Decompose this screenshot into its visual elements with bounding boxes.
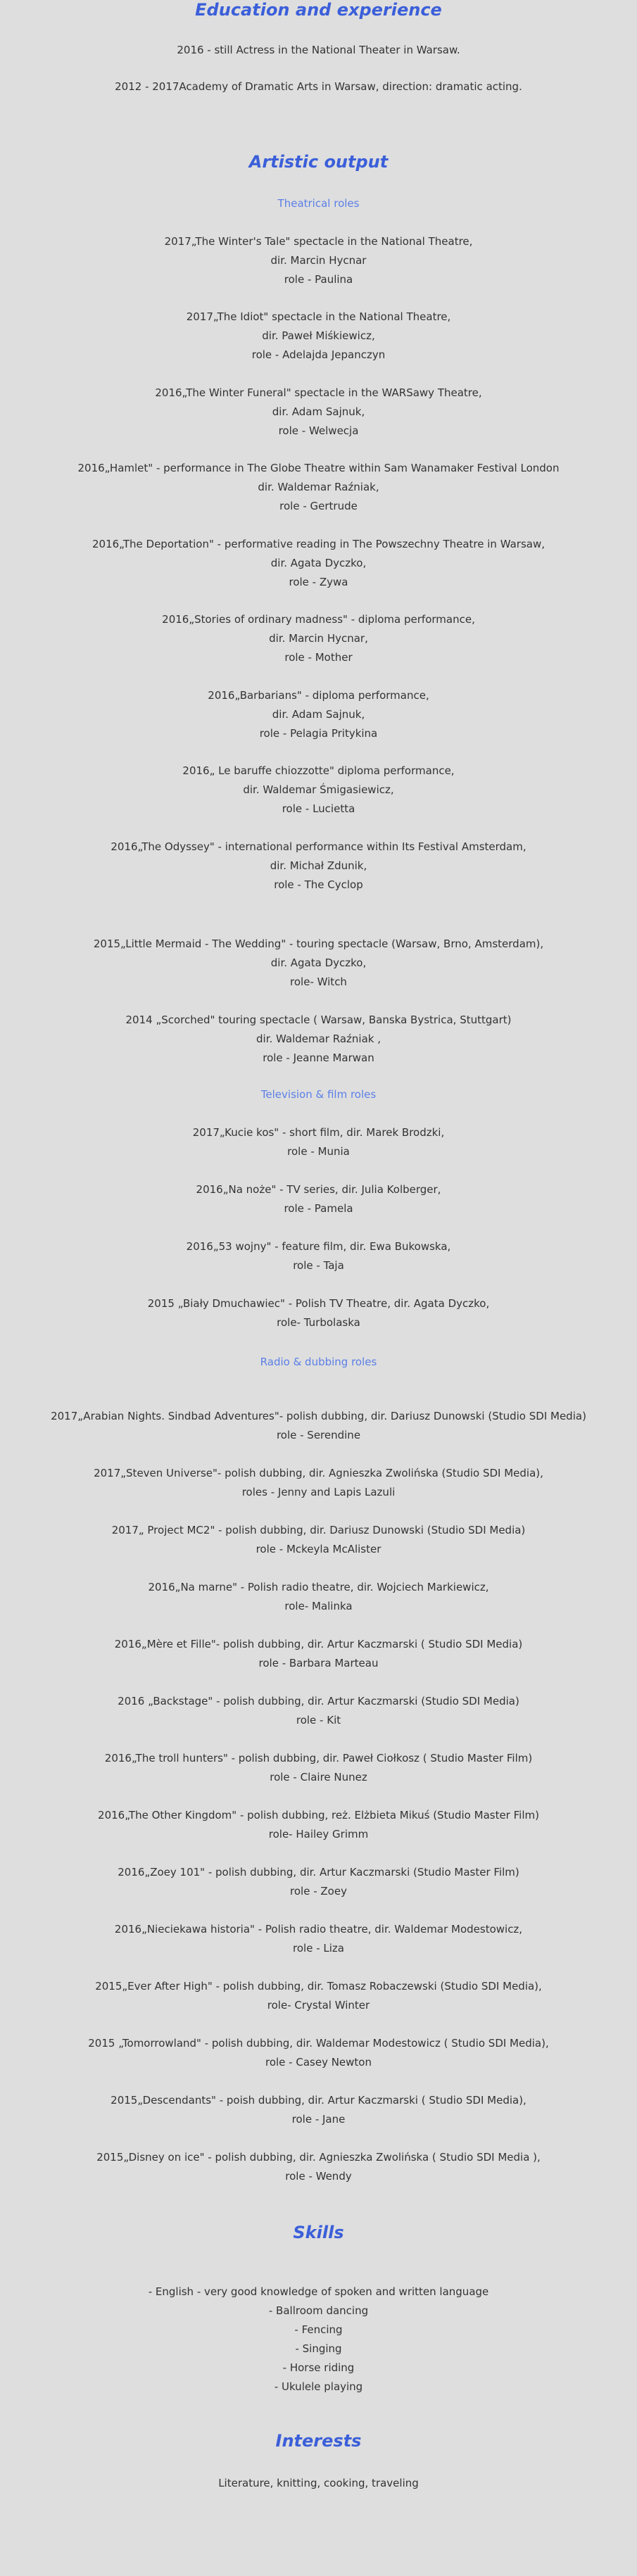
theatrical-entry-line: 2016„Hamlet" - performance in The Globe Theatre within Sam Wanamaker Festival London [77, 462, 560, 474]
theatrical-entry [0, 838, 637, 895]
radio-entry-line: 2017„Steven Universe"- polish dubbing, dir. Agnieszka Zwolińska (Studio SDI Media), [94, 1467, 543, 1479]
radio-entry [0, 1521, 637, 1559]
radio-entry-line: 2016„Mère et Fille"- polish dubbing, dir. Artur Kaczmarski ( Studio SDI Media) [114, 1638, 523, 1650]
radio-entry-line: role - Liza [293, 1942, 344, 1955]
tv-entry [0, 1294, 637, 1332]
theatrical-entry-line: 2016„The Winter Funeral" spectacle in the WARSawy Theatre, [155, 386, 482, 399]
theatrical-entry-line: role - Jeanne Marwan [263, 1052, 374, 1064]
radio-entry-line: 2016„The Other Kingdom" - polish dubbing, reż. Elżbieta Mikuś (Studio Master Film) [98, 1809, 539, 1821]
theatrical-entry-line: 2015„Little Mermaid - The Wedding" - touring spectacle (Warsaw, Brno, Amsterdam), [93, 937, 544, 950]
tv-entry [0, 1180, 637, 1218]
theatrical-entry-line: 2017„The Winter's Tale" spectacle in the National Theatre, [164, 235, 473, 248]
radio-dubbing-roles-label: Radio & dubbing roles [260, 1356, 377, 1368]
theatrical-entry-line: role - The Cyclop [274, 878, 363, 891]
theatrical-entry-line: dir. Agata Dyczko, [270, 956, 367, 969]
theatrical-entry-line: dir. Waldemar Raźniak , [256, 1033, 381, 1045]
theatrical-entry-line: dir. Waldemar Raźniak, [258, 481, 379, 493]
radio-entry-line: 2017„ Project MC2" - polish dubbing, dir. Dariusz Dunowski (Studio SDI Media) [111, 1524, 526, 1536]
theatrical-entry [0, 610, 637, 667]
theatrical-entry [0, 232, 637, 289]
theatrical-entry-line: role - Welwecja [278, 424, 359, 437]
skill-item: - English - very good knowledge of spoken and written language [148, 2285, 489, 2298]
theatrical-entry-line: dir. Adam Sajnuk, [272, 405, 365, 418]
radio-entry-line: 2016„Nieciekawa historia" - Polish radio theatre, dir. Waldemar Modestowicz, [114, 1923, 523, 1936]
radio-entry-line: 2015 „Tomorrowland" - polish dubbing, dir. Waldemar Modestowicz ( Studio SDI Media), [88, 2037, 549, 2050]
theatrical-entry [0, 762, 637, 819]
theatrical-entry-line: role - Pelagia Pritykina [259, 727, 378, 740]
theatrical-entry-line: role - Lucietta [282, 802, 355, 815]
theatrical-entry-line: 2014 „Scorched" touring spectacle ( Warsaw, Banska Bystrica, Stuttgart) [125, 1014, 512, 1026]
radio-entry-line: role - Barbara Marteau [258, 1657, 379, 1669]
radio-entry-line: role - Serendine [276, 1429, 361, 1441]
radio-entry [0, 1407, 637, 1445]
radio-entry-line: role - Zoey [290, 1885, 347, 1898]
theatrical-entry-line: dir. Waldemar Śmigasiewicz, [243, 783, 394, 796]
radio-entry [0, 1806, 637, 1844]
radio-entry-line: 2016„Na marne" - Polish radio theatre, dir. Wojciech Markiewicz, [148, 1581, 489, 1593]
theatrical-entry-line: dir. Marcin Hycnar, [269, 632, 368, 645]
interests-text-wrap [0, 2474, 637, 2493]
radio-entry [0, 1920, 637, 1958]
theatrical-entry-line: role - Adelajda Jepanczyn [251, 348, 386, 361]
tv-entry [0, 1123, 637, 1161]
radio-entry [0, 1578, 637, 1616]
education-section [0, 0, 637, 20]
radio-entry [0, 2148, 637, 2186]
education-item-0: 2016 - still Actress in the National Theater in Warsaw. [177, 44, 460, 56]
theatrical-entry-line: role - Zywa [289, 576, 348, 588]
theatrical-entry-line: dir. Adam Sajnuk, [272, 708, 365, 721]
radio-entry-line: role - Mckeyla McAlister [256, 1543, 381, 1555]
theatrical-roles-label: Theatrical roles [277, 197, 360, 210]
radio-entry-line: 2015„Descendants" - poish dubbing, dir. Artur Kaczmarski ( Studio SDI Media), [111, 2094, 526, 2107]
radio-entry [0, 2091, 637, 2129]
theatrical-entry [0, 459, 637, 516]
theatrical-entry [0, 535, 637, 592]
radio-entry-line: role- Hailey Grimm [268, 1828, 369, 1841]
artistic-heading: Artistic output [248, 152, 389, 172]
tv-entry-line: 2016„53 wojny" - feature film, dir. Ewa Bukowska, [186, 1240, 451, 1253]
skill-item: - Singing [295, 2342, 342, 2355]
radio-entry [0, 1749, 637, 1787]
skill-item: - Fencing [294, 2323, 343, 2336]
theatrical-entry-line: 2017„The Idiot" spectacle in the National Theatre, [186, 310, 451, 323]
radio-entry-line: 2017„Arabian Nights. Sindbad Adventures"- polish dubbing, dir. Dariusz Dunowski (Studio SDI Media) [51, 1410, 586, 1422]
skills-section [0, 2223, 637, 2242]
skills-list [0, 2283, 637, 2397]
theatrical-entry-line: role - Gertrude [279, 500, 358, 512]
theatrical-entry-line: dir. Michał Zdunik, [270, 859, 367, 872]
education-item [0, 41, 637, 60]
skills-heading: Skills [293, 2223, 344, 2242]
theatrical-entry-line: dir. Paweł Miśkiewicz, [262, 329, 375, 342]
theatrical-entry [0, 308, 637, 365]
radio-entry-line: role - Claire Nunez [270, 1771, 367, 1783]
radio-entry-line: 2016„Zoey 101" - polish dubbing, dir. Artur Kaczmarski (Studio Master Film) [118, 1866, 519, 1879]
radio-entry-line: role - Kit [296, 1714, 341, 1726]
radio-entry-line: role - Casey Newton [265, 2056, 372, 2069]
theatrical-entry-line: dir. Marcin Hycnar [270, 254, 367, 267]
tv-entry-line: 2016„Na noże" - TV series, dir. Julia Kolberger, [196, 1183, 441, 1196]
radio-entry-line: 2015„Disney on ice" - polish dubbing, dir. Agnieszka Zwolińska ( Studio SDI Media ), [96, 2151, 541, 2164]
radio-entry [0, 1692, 637, 1730]
radio-entry [0, 1977, 637, 2015]
education-item [0, 77, 637, 96]
radio-entry-line: role- Crystal Winter [267, 1999, 370, 2012]
theatrical-label-wrap [0, 196, 637, 210]
theatrical-entry-line: dir. Agata Dyczko, [270, 557, 367, 569]
theatrical-entry-line: 2016„The Deportation" - performative reading in The Powszechny Theatre in Warsaw, [92, 538, 545, 550]
theatrical-entry-line: role - Mother [284, 651, 353, 664]
skill-item: - Ukulele playing [274, 2380, 363, 2393]
tv-entry-line: role - Taja [293, 1259, 344, 1272]
radio-entry-line: role - Wendy [285, 2170, 352, 2183]
theatrical-entry [0, 384, 637, 441]
tv-entry-line: role - Pamela [284, 1202, 353, 1215]
radio-entry [0, 1863, 637, 1901]
theatrical-entry-line: 2016„The Odyssey" - international performance within Its Festival Amsterdam, [111, 840, 526, 853]
skill-item: - Horse riding [282, 2361, 355, 2374]
theatrical-entry-line: 2016„Stories of ordinary madness" - diploma performance, [162, 613, 475, 626]
radio-entry [0, 1464, 637, 1502]
tv-label-wrap [0, 1087, 637, 1101]
radio-entry-line: 2016 „Backstage" - polish dubbing, dir. Artur Kaczmarski (Studio SDI Media) [118, 1695, 519, 1707]
theatrical-entry-line: role - Paulina [284, 273, 353, 286]
radio-entry [0, 2034, 637, 2072]
tv-entry-line: 2015 „Biały Dmuchawiec" - Polish TV Theatre, dir. Agata Dyczko, [147, 1297, 490, 1310]
tv-entry-line: role- Turbolaska [277, 1316, 360, 1329]
radio-entry-line: role- Malinka [284, 1600, 353, 1612]
radio-entry [0, 1635, 637, 1673]
tv-entry-line: 2017„Kucie kos" - short film, dir. Marek Brodzki, [192, 1126, 445, 1139]
theatrical-entry [0, 686, 637, 743]
interests-heading: Interests [275, 2431, 362, 2451]
skill-item: - Ballroom dancing [268, 2304, 369, 2317]
radio-entry-line: 2015„Ever After High" - polish dubbing, dir. Tomasz Robaczewski (Studio SDI Media), [95, 1980, 542, 1993]
tv-entry [0, 1237, 637, 1275]
theatrical-entry-line: 2016„Barbarians" - diploma performance, [208, 689, 429, 702]
tv-entry-line: role - Munia [287, 1145, 350, 1158]
interests-text: Literature, knitting, cooking, traveling [218, 2477, 419, 2489]
theatrical-entry-line: 2016„ Le baruffe chiozzotte" diploma performance, [182, 764, 455, 777]
radio-entry-line: 2016„The troll hunters" - polish dubbing, dir. Paweł Ciołkosz ( Studio Master Film) [104, 1752, 533, 1764]
education-item-1: 2012 - 2017Academy of Dramatic Arts in Warsaw, direction: dramatic acting. [115, 80, 522, 93]
radio-entry-line: roles - Jenny and Lapis Lazuli [241, 1486, 396, 1498]
theatrical-entry [0, 1011, 637, 1068]
artistic-section [0, 152, 637, 172]
interests-section [0, 2431, 637, 2451]
tv-film-roles-label: Television & film roles [260, 1088, 377, 1101]
radio-label-wrap [0, 1355, 637, 1369]
theatrical-entry-line: role- Witch [290, 976, 347, 988]
theatrical-entry [0, 935, 637, 992]
education-heading: Education and experience [195, 0, 442, 20]
radio-entry-line: role - Jane [291, 2113, 346, 2126]
